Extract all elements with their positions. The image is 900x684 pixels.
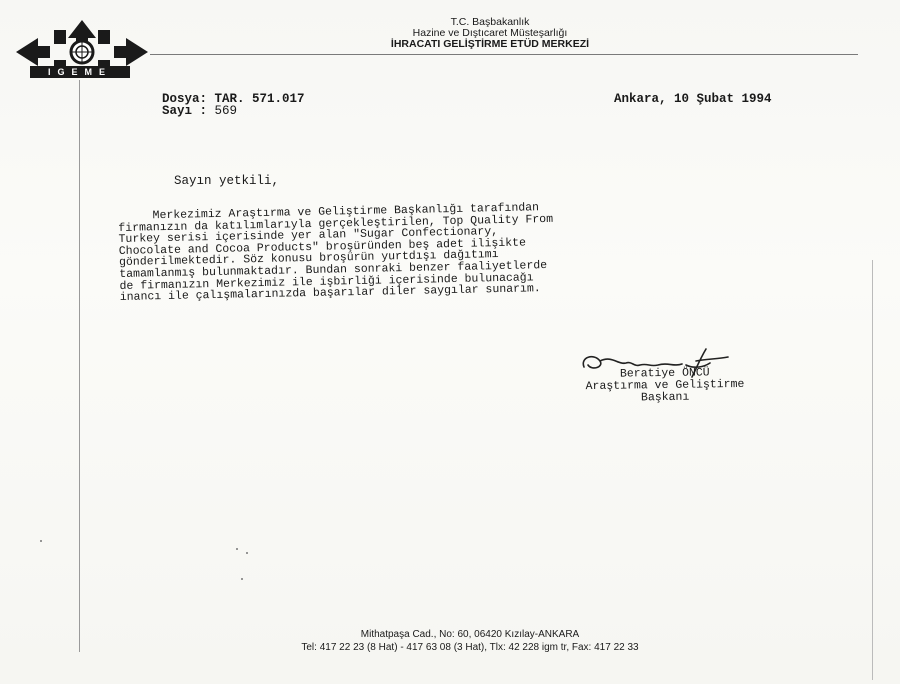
footer xyxy=(190,628,750,654)
greeting: Sayın yetkili, xyxy=(174,174,280,188)
signer-name: Beratiye ÖNCÜ xyxy=(619,366,710,381)
letter-date: Ankara, 10 Şubat 1994 xyxy=(614,92,772,106)
signer-title-line2: Başkanı xyxy=(640,390,690,405)
reference-block xyxy=(162,93,305,117)
header-rule xyxy=(150,54,858,55)
signer-title-line1: Araştırma ve Geliştirme xyxy=(585,377,745,394)
sayi-label: Sayı : xyxy=(162,104,208,118)
right-edge-rule xyxy=(872,260,873,680)
scan-speck xyxy=(241,578,243,580)
letter-body: Merkezimiz Araştırma ve Geliştirme Başkanlığı tarafından firmanızın da katılımlarıyla gerçekleştirilen, Top Quality From Turkey serisi içerisinde yer alan "Sugar Confectionary, Chocolate and Cocoa Products" broşüründen beş adet ilişikte gönderilmektedir. Söz konusu broşürün yurtdışı dağıtımı tamamlanmış bulunmaktadır. Bundan sonraki benzer faaliyetlerde de firmanızın Merkezimiz ile işbirliği içerisinde bulunacağı inancı ile çalışmalarınızda başarılar diler saygılar sunarım. xyxy=(117,201,554,305)
footer-contacts: Tel: 417 22 23 (8 Hat) - 417 63 08 (3 Hat), Tlx: 42 228 igm tr, Fax: 417 22 33 xyxy=(301,642,639,653)
dosya-label: Dosya: xyxy=(162,92,208,106)
letterhead-line3: İHRACATI GELİŞTİRME ETÜD MERKEZİ xyxy=(390,38,590,50)
logo-wordmark: IGEME xyxy=(30,66,130,78)
sayi-value: 569 xyxy=(214,104,238,118)
margin-rule xyxy=(79,80,80,652)
signer-block xyxy=(530,366,800,406)
letterhead-line1: T.C. Başbakanlık xyxy=(450,16,530,28)
letterhead xyxy=(320,17,660,50)
scan-speck xyxy=(246,552,248,554)
scan-speck xyxy=(40,540,42,542)
footer-address: Mithatpaşa Cad., No: 60, 06420 Kızılay-ANKARA xyxy=(360,629,580,640)
letterhead-line2: Hazine ve Dıştıcaret Müsteşarlığı xyxy=(412,27,568,39)
scan-speck xyxy=(236,548,238,550)
dosya-value: TAR. 571.017 xyxy=(214,92,305,106)
